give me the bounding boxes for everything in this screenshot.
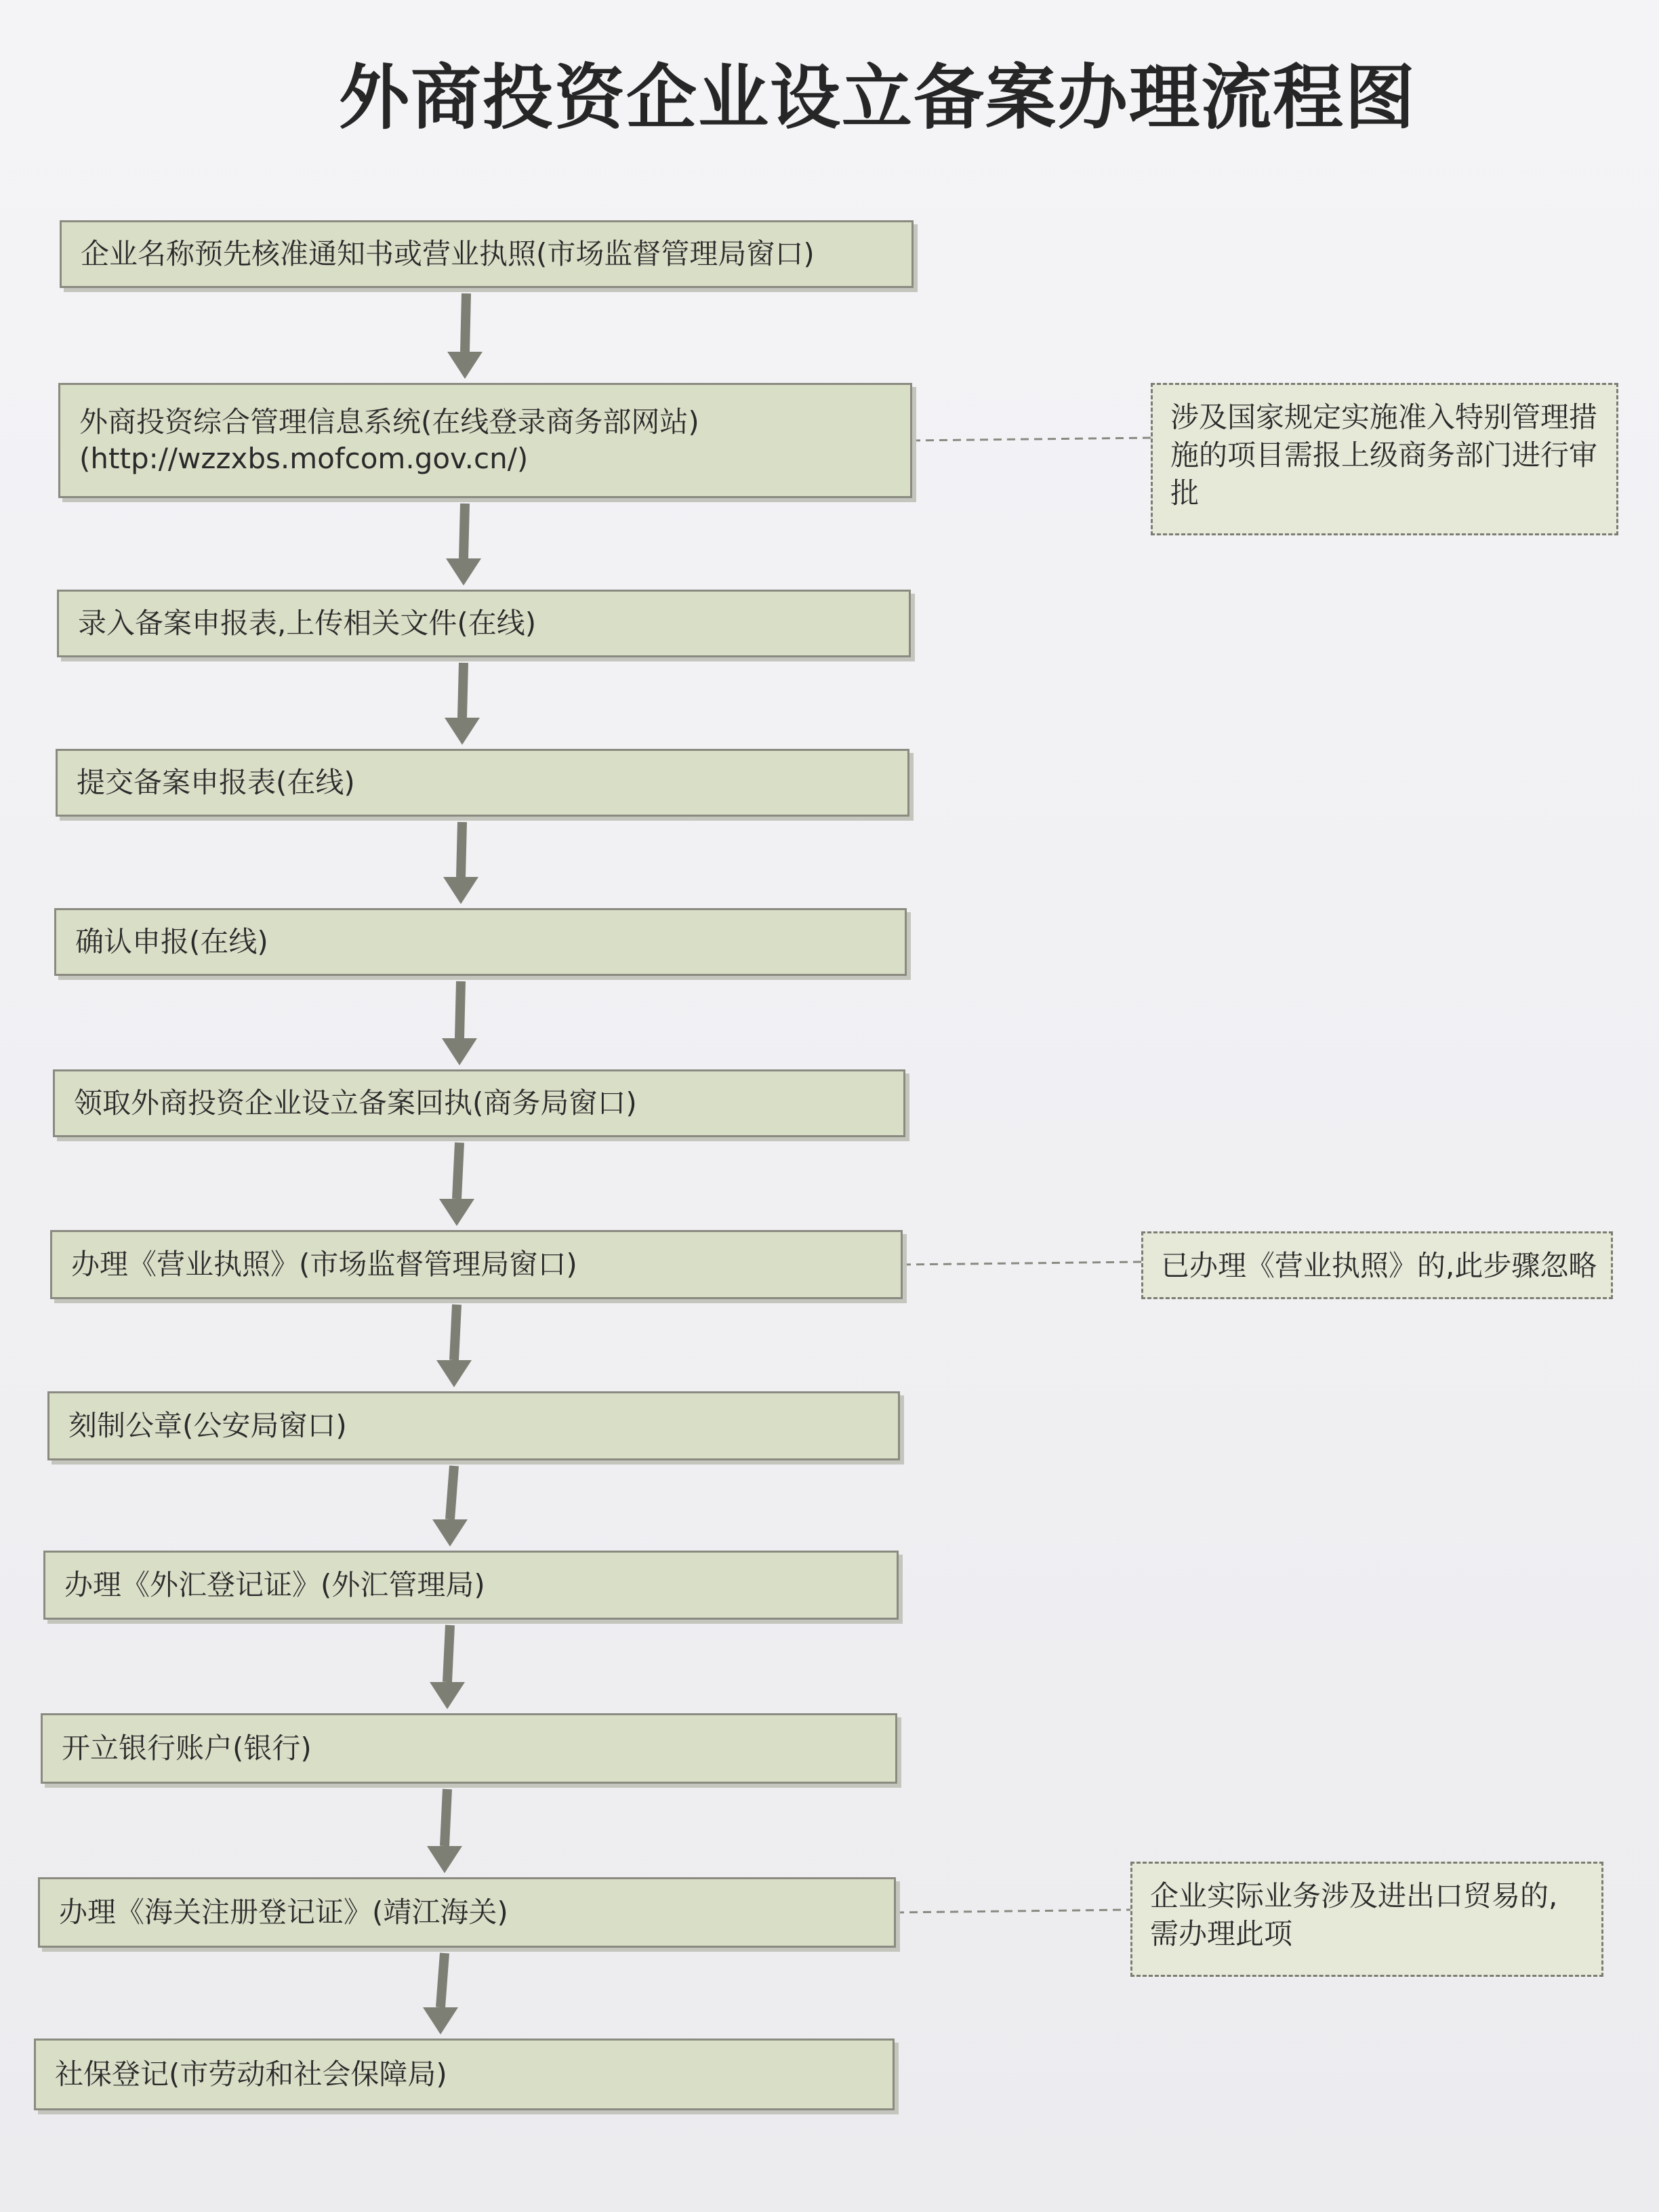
page-title: 外商投资企业设立备案办理流程图: [339, 56, 1417, 139]
flow-arrow-4: [443, 822, 478, 904]
note-license-skip: [1141, 1231, 1613, 1299]
flow-arrow-7: [436, 1305, 472, 1387]
step-2-text: 外商投资综合管理信息系统(在线登录商务部网站): [79, 405, 699, 438]
note-1-text: 涉及国家规定实施准入特别管理措施的项目需报上级商务部门进行审批: [1170, 401, 1598, 510]
step-10: [41, 1713, 897, 1784]
step-7-text: 办理《营业执照》(市场监督管理局窗口): [71, 1248, 577, 1281]
flow-arrow-10: [427, 1789, 462, 1873]
step-9: [43, 1551, 899, 1620]
flow-arrow-9: [430, 1625, 465, 1709]
flow-arrow-8: [432, 1466, 468, 1547]
step-1: [60, 220, 914, 288]
note-connector-2: [903, 1262, 1141, 1265]
flow-arrow-11: [423, 1953, 458, 2034]
note-special-management: [1151, 383, 1618, 535]
step-2-url: (http://wzzxbs.mofcom.gov.cn/): [79, 442, 529, 475]
step-6-text: 领取外商投资企业设立备案回执(商务局窗口): [74, 1086, 637, 1120]
step-8: [47, 1391, 900, 1460]
flow-arrow-5: [442, 981, 477, 1065]
note-3-text: 企业实际业务涉及进出口贸易的,需办理此项: [1150, 1879, 1558, 1950]
step-12-text: 社保登记(市劳动和社会保障局): [55, 2057, 447, 2091]
step-11: [38, 1877, 896, 1948]
step-1-text: 企业名称预先核准通知书或营业执照(市场监督管理局窗口): [81, 237, 815, 270]
step-6: [53, 1069, 905, 1137]
flow-arrow-3: [445, 663, 480, 745]
note-connector-1: [912, 438, 1151, 441]
step-11-text: 办理《海关注册登记证》(靖江海关): [59, 1896, 508, 1929]
step-4-text: 提交备案申报表(在线): [77, 766, 355, 799]
flow-arrow-2: [446, 504, 481, 586]
note-connector-3: [896, 1910, 1130, 1912]
flow-arrow-6: [439, 1143, 474, 1226]
note-2-text: 已办理《营业执照》的,此步骤忽略: [1161, 1249, 1597, 1282]
step-2: [58, 383, 912, 498]
note-import-export: [1130, 1862, 1603, 1977]
step-5: [54, 908, 907, 976]
step-12: [34, 2039, 895, 2110]
step-7: [50, 1230, 903, 1299]
step-3-text: 录入备案申报表,上传相关文件(在线): [78, 607, 537, 640]
step-9-text: 办理《外汇登记证》(外汇管理局): [64, 1568, 485, 1601]
step-10-text: 开立银行账户(银行): [62, 1732, 312, 1765]
step-5-text: 确认申报(在线): [75, 925, 268, 958]
step-4: [56, 749, 909, 817]
flow-arrow-1: [447, 293, 483, 379]
step-8-text: 刻制公章(公安局窗口): [68, 1409, 347, 1442]
step-3: [57, 590, 911, 657]
